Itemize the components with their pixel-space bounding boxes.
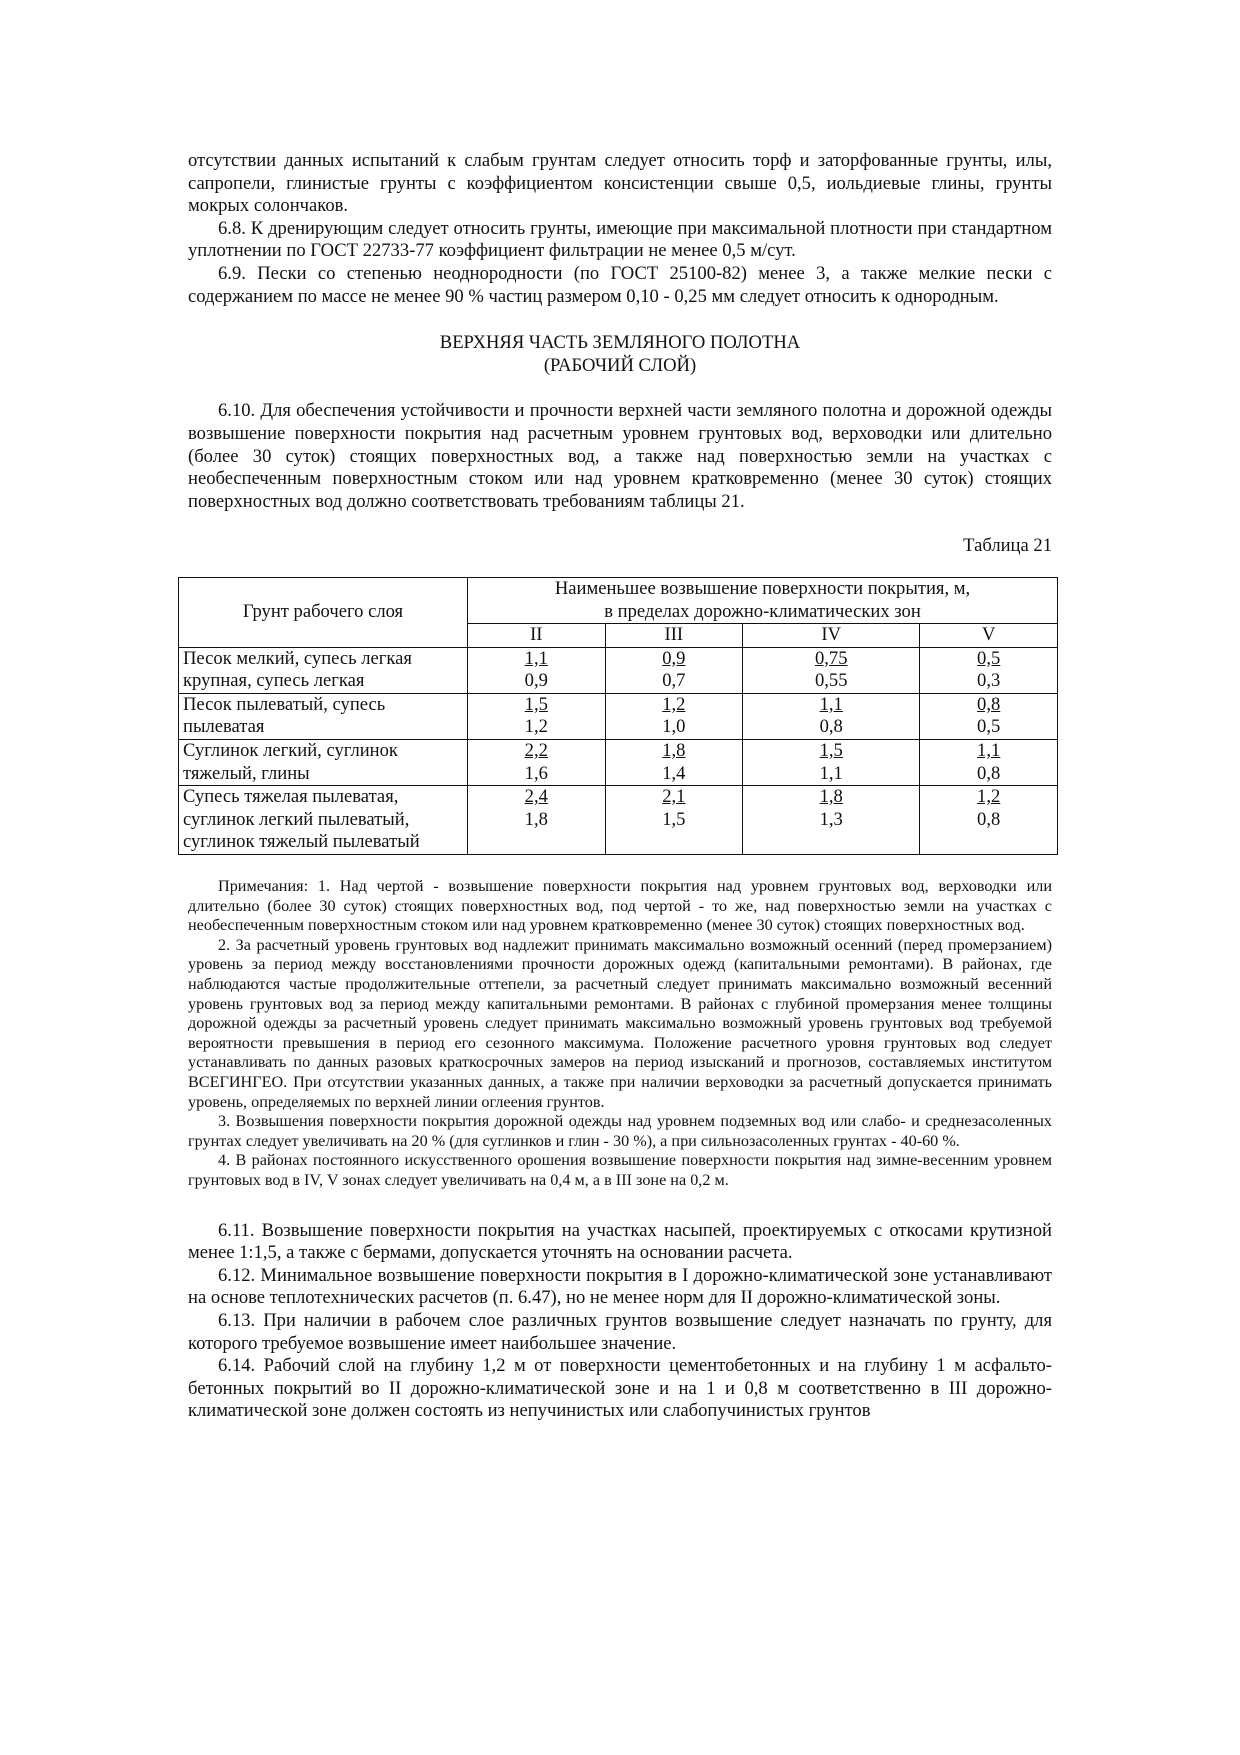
value-above-line: 2,1 [662,786,686,808]
soil-line: суглинок легкий пылеватый, [183,808,410,830]
note-2: 2. За расчетный уровень грунтовых вод надлежит принимать максимально возможный осенний (перед промерзанием) уровень за период между восстановлениями прочности дорожных одежд (капитальными ремонтами). В районах, где наблюдаются частые продолжительные оттепели, за расчетный следует принимать максимально возможный весенний уровень грунтовых вод за период между капитальными ремонтами. В районах с глубиной промерзания менее толщины дорожной одежды за расчетный уровень следует принимать максимально возможный уровень грунтовых вод требуемой вероятности превышения в период его сезонного максимума. Положение расчетного уровня грунтовых вод следует устанавливать по данных разовых краткосрочных замеров на период изысканий и прогнозов, составляемых институтом ВСЕГИНГЕО. При отсутствии указанных данных, а также при наличии верховодки за расчетный допускается принимать уровень, определяемых по верхней линии оглеения грунтов. [188,935,1052,1111]
soil-line: Суглинок легкий, суглинок [183,740,398,762]
paragraph-weak-soils: отсутствии данных испытаний к слабым грунтам следует относить торф и заторфованные грунты, илы, сапропели, глинистые грунты с коэффициентом консистенции свыше 0,5, иольдиевые глины, грунты мокрых солончаков. [188,150,1052,217]
value-cell [468,786,606,855]
soil-cell [179,786,468,855]
table-row [179,740,1058,786]
value-above-line: 0,9 [662,647,686,669]
value-cell [605,740,743,786]
value-cell [605,693,743,739]
value-above-line: 1,2 [662,693,686,715]
value-below-line: 0,8 [977,762,1001,784]
paragraph-6-9: 6.9. Пески со степенью неоднородности (по ГОСТ 25100-82) менее 3, а также мелкие пески с содержанием по массе не менее 90 % частиц размером 0,10 - 0,25 мм следует относить к однородным. [188,262,1052,307]
value-cell [468,693,606,739]
value-above-line: 0,8 [977,693,1001,715]
value-above-line: 0,5 [977,647,1001,669]
value-cell [743,693,920,739]
zone-header-iv: IV [743,624,920,648]
table-row [179,693,1058,739]
section-heading [188,332,1052,377]
soil-cell [179,740,468,786]
paragraph-6-10: 6.10. Для обеспечения устойчивости и прочности верхней части земляного полотна и дорожной одежды возвышение поверхности покрытия над расчетным уровнем грунтовых вод, верховодки или длительно (более 30 суток) стоящих поверхностных вод, а также над поверхностью земли на участках с необеспеченным поверхностным стоком или над уровнем кратковременно (менее 30 суток) стоящих поверхностных вод должно соответствовать требованиям таблицы 21. [188,400,1052,512]
note-4: 4. В районах постоянного искусственного орошения возвышение поверхности покрытия над зимне-весенним уровнем грунтовых вод в IV, V зонах следует увеличивать на 0,4 м, а в III зоне на 0,2 м. [188,1151,1052,1189]
value-above-line: 1,1 [819,693,843,715]
table-head-elevation [468,577,1058,623]
table-header-row [179,577,1058,623]
value-below-line: 0,9 [524,670,548,692]
value-below-line: 1,5 [662,808,686,830]
table-row [179,647,1058,693]
note-3: 3. Возвышения поверхности покрытия дорожной одежды над уровнем подземных вод или слабо- и среднезасоленных грунтах следует увеличивать на 20 % (для суглинков и глин - 30 %), а при сильнозасоленных грунтах - 40-60 %. [188,1112,1052,1150]
section-heading-line1: ВЕРХНЯЯ ЧАСТЬ ЗЕМЛЯНОГО ПОЛОТНА [439,332,801,354]
zone-header-v: V [920,624,1058,648]
soil-line: Песок мелкий, супесь легкая [183,647,412,669]
soil-line: пылеватая [183,716,265,738]
note-1: Примечания: 1. Над чертой - возвышение поверхности покрытия над уровнем грунтовых вод, верховодки или длительно (более 30 суток) стоящих поверхностных вод, под чертой - то же, над поверхностью земли на участках с необеспеченным поверхностным стоком или над уровнем кратковременно (менее 30 суток) стоящих поверхностных вод. [188,877,1052,935]
table-notes [188,877,1052,1191]
value-below-line: 0,8 [977,808,1001,830]
value-below-line: 1,8 [524,808,548,830]
paragraph-6-8: 6.8. К дренирующим следует относить грунты, имеющие при максимальной плотности при стандартном уплотнении по ГОСТ 22733-77 коэффициент фильтрации не менее 0,5 м/сут. [188,217,1052,262]
value-below-line: 0,8 [819,716,843,738]
value-cell [920,647,1058,693]
bottom-paragraphs [188,1220,1052,1423]
value-below-line: 1,0 [662,716,686,738]
paragraph-6-12: 6.12. Минимальное возвышение поверхности покрытия в I дорожно-климатической зоне устанавливают на основе теплотехнических расчетов (п. 6.47), но не менее норм для II дорожно-климатической зоны. [188,1264,1052,1309]
value-below-line: 0,5 [977,716,1001,738]
section-heading-line2: (РАБОЧИЙ СЛОЙ) [543,354,697,376]
paragraph-6-13: 6.13. При наличии в рабочем слое различных грунтов возвышение следует назначать по грунту, для которого требуемое возвышение имеет наибольшее значение. [188,1309,1052,1354]
value-above-line: 2,4 [524,786,548,808]
value-cell [743,740,920,786]
table-head-elevation-line1: Наименьшее возвышение поверхности покрытия, м, [554,577,971,599]
value-cell [920,740,1058,786]
value-below-line: 1,4 [662,762,686,784]
value-above-line: 1,5 [819,740,843,762]
value-cell [743,786,920,855]
value-cell [468,647,606,693]
soil-line: Песок пылеватый, супесь [183,693,386,715]
value-above-line: 1,8 [819,786,843,808]
value-below-line: 1,6 [524,762,548,784]
paragraph-6-11: 6.11. Возвышение поверхности покрытия на участках насыпей, проектируемых с откосами крутизной менее 1:1,5, а также с бермами, допускается уточнять на основании расчета. [188,1219,1052,1264]
value-below-line: 0,3 [977,670,1001,692]
value-cell [605,647,743,693]
zone-header-iii: III [605,624,743,648]
value-below-line: 1,1 [819,762,843,784]
value-above-line: 1,1 [524,647,548,669]
soil-line: суглинок тяжелый пылеватый [183,831,420,853]
table-head-soil: Грунт рабочего слоя [179,577,468,647]
table-caption: Таблица 21 [963,535,1052,557]
value-cell [605,786,743,855]
value-cell [743,647,920,693]
value-below-line: 1,2 [524,716,548,738]
value-above-line: 2,2 [524,740,548,762]
value-above-line: 0,75 [814,647,848,669]
soil-line: Супесь тяжелая пылеватая, [183,786,399,808]
value-cell [468,740,606,786]
value-cell [920,786,1058,855]
value-cell [920,693,1058,739]
value-above-line: 1,2 [977,786,1001,808]
paragraph-6-14: 6.14. Рабочий слой на глубину 1,2 м от поверхности цементобетонных и на глубину 1 м асфальто-бетонных покрытий во II дорожно-климатической зоне и на 1 и 0,8 м соответственно в III дорожно-климатической зоне должен состоять из непучинистых или слабопучинистых грунтов [188,1355,1052,1422]
value-above-line: 1,1 [977,740,1001,762]
value-below-line: 0,7 [662,670,686,692]
value-below-line: 1,3 [819,808,843,830]
document-page [183,150,1052,1423]
value-above-line: 1,5 [524,693,548,715]
value-above-line: 1,8 [662,740,686,762]
soil-cell [179,647,468,693]
value-below-line: 0,55 [814,670,848,692]
soil-cell [179,693,468,739]
soil-line: тяжелый, глины [183,762,310,784]
zone-header-ii: II [468,624,606,648]
table-head-elevation-line2: в пределах дорожно-климатических зон [604,600,921,622]
soil-line: крупная, супесь легкая [183,670,365,692]
elevation-table [178,577,1058,855]
table-row [179,786,1058,855]
